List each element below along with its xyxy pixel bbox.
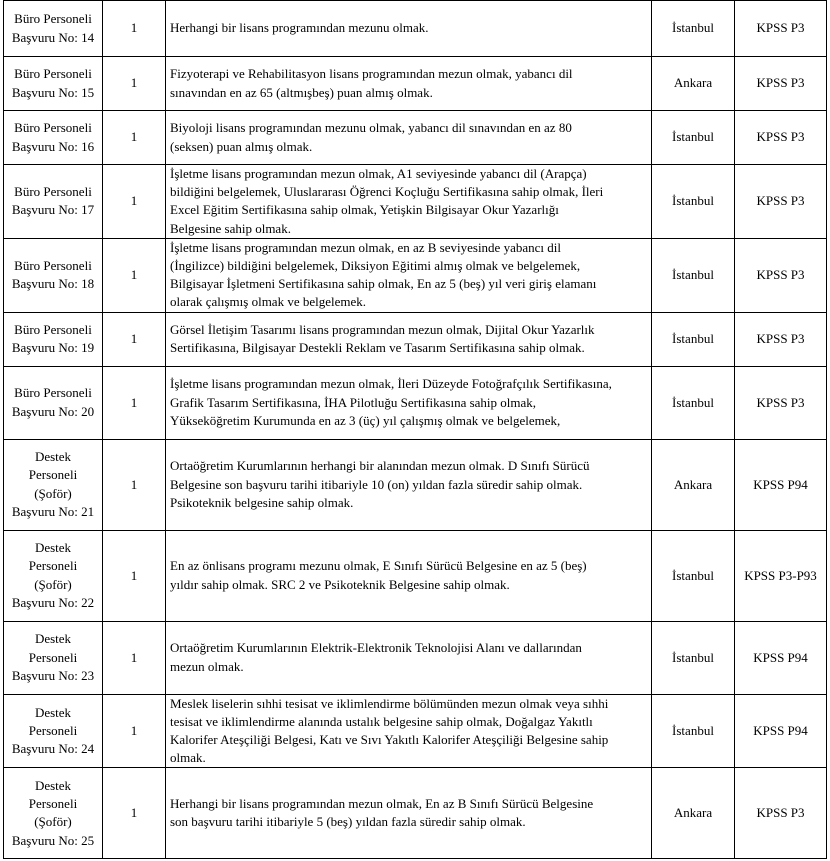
position-cell: Büro Personeli Başvuru No: 14 [4, 1, 103, 57]
table-row [4, 312, 827, 366]
city-cell: İstanbul [652, 530, 735, 621]
exam-cell: KPSS P94 [735, 694, 827, 768]
count-cell: 1 [103, 694, 166, 768]
count-cell: 1 [103, 111, 166, 165]
position-cell: Büro Personeli Başvuru No: 19 [4, 312, 103, 366]
table-row [4, 768, 827, 859]
requirements-cell: Biyoloji lisans programından mezunu olmak, yabancı dil sınavından en az 80 (seksen) puan almış olmak. [166, 111, 652, 165]
exam-cell: KPSS P3 [735, 238, 827, 312]
count-cell: 1 [103, 57, 166, 111]
position-cell: Büro Personeli Başvuru No: 17 [4, 165, 103, 239]
count-cell: 1 [103, 238, 166, 312]
position-cell: Destek Personeli Başvuru No: 23 [4, 621, 103, 694]
exam-cell: KPSS P3 [735, 768, 827, 859]
count-cell: 1 [103, 165, 166, 239]
requirements-cell: Meslek liselerin sıhhi tesisat ve iklimlendirme bölümünden mezun olmak veya sıhhi tesisat ve iklimlendirme alanında ustalık belgesine sahip olmak, Doğalgaz Yakıtlı Kalorifer Ateşçiliği Belgesi, Katı ve Sıvı Yakıtlı Kalorifer Ateşçiliği Belgesine sahip olmak. [166, 694, 652, 768]
city-cell: İstanbul [652, 366, 735, 439]
table-row [4, 694, 827, 768]
exam-cell: KPSS P3 [735, 165, 827, 239]
table-row [4, 1, 827, 57]
table-row [4, 238, 827, 312]
position-cell: Büro Personeli Başvuru No: 20 [4, 366, 103, 439]
requirements-cell: Ortaöğretim Kurumlarının herhangi bir alanından mezun olmak. D Sınıfı Sürücü Belgesine son başvuru tarihi itibariyle 10 (on) yıldan fazla süredir sahip olmak. Psikoteknik belgesine sahip olmak. [166, 439, 652, 530]
table-row [4, 366, 827, 439]
count-cell: 1 [103, 621, 166, 694]
requirements-cell: Ortaöğretim Kurumlarının Elektrik-Elektronik Teknolojisi Alanı ve dallarından mezun olmak. [166, 621, 652, 694]
exam-cell: KPSS P94 [735, 439, 827, 530]
city-cell: İstanbul [652, 312, 735, 366]
city-cell: Ankara [652, 768, 735, 859]
exam-cell: KPSS P3 [735, 111, 827, 165]
count-cell: 1 [103, 1, 166, 57]
city-cell: Ankara [652, 439, 735, 530]
city-cell: İstanbul [652, 238, 735, 312]
position-cell: Destek Personeli Başvuru No: 24 [4, 694, 103, 768]
count-cell: 1 [103, 530, 166, 621]
table-row [4, 621, 827, 694]
requirements-cell: Herhangi bir lisans programından mezun olmak, En az B Sınıfı Sürücü Belgesine son başvuru tarihi itibariyle 5 (beş) yıldan fazla süredir sahip olmak. [166, 768, 652, 859]
requirements-cell: En az önlisans programı mezunu olmak, E Sınıfı Sürücü Belgesine en az 5 (beş) yıldır sahip olmak. SRC 2 ve Psikoteknik Belgesine sahip olmak. [166, 530, 652, 621]
exam-cell: KPSS P94 [735, 621, 827, 694]
position-cell: Destek Personeli (Şoför) Başvuru No: 22 [4, 530, 103, 621]
table-row [4, 439, 827, 530]
position-cell: Destek Personeli (Şoför) Başvuru No: 21 [4, 439, 103, 530]
table-row [4, 165, 827, 239]
requirements-cell: İşletme lisans programından mezun olmak, en az B seviyesinde yabancı dil (İngilizce) bildiğini belgelemek, Diksiyon Eğitimi almış olmak ve belgelemek, Bilgisayar İşletmeni Sertifikasına sahip olmak, En az 5 (beş) yıl veri giriş elamanı olarak çalışmış olmak ve belgelemek. [166, 238, 652, 312]
requirements-cell: İşletme lisans programından mezun olmak, İleri Düzeyde Fotoğrafçılık Sertifikasına, Grafik Tasarım Sertifikasına, İHA Pilotluğu Sertifikasına sahip olmak, Yükseköğretim Kurumunda en az 3 (üç) yıl çalışmış olmak ve belgelemek, [166, 366, 652, 439]
city-cell: Ankara [652, 57, 735, 111]
exam-cell: KPSS P3 [735, 1, 827, 57]
positions-table [3, 0, 827, 859]
requirements-cell: Görsel İletişim Tasarımı lisans programından mezun olmak, Dijital Okur Yazarlık Sertifikasına, Bilgisayar Destekli Reklam ve Tasarım Sertifikasına sahip olmak. [166, 312, 652, 366]
city-cell: İstanbul [652, 621, 735, 694]
exam-cell: KPSS P3 [735, 312, 827, 366]
exam-cell: KPSS P3 [735, 366, 827, 439]
position-cell: Büro Personeli Başvuru No: 18 [4, 238, 103, 312]
requirements-cell: Herhangi bir lisans programından mezunu olmak. [166, 1, 652, 57]
count-cell: 1 [103, 366, 166, 439]
position-cell: Büro Personeli Başvuru No: 16 [4, 111, 103, 165]
count-cell: 1 [103, 312, 166, 366]
table-row [4, 111, 827, 165]
table-row [4, 530, 827, 621]
requirements-cell: İşletme lisans programından mezun olmak, A1 seviyesinde yabancı dil (Arapça) bildiğini belgelemek, Uluslararası Öğrenci Koçluğu Sertifikasına sahip olmak, İleri Excel Eğitim Sertifikasına sahip olmak, Yetişkin Bilgisayar Okur Yazarlığı Belgesine sahip olmak. [166, 165, 652, 239]
position-cell: Büro Personeli Başvuru No: 15 [4, 57, 103, 111]
table-row [4, 57, 827, 111]
count-cell: 1 [103, 768, 166, 859]
city-cell: İstanbul [652, 694, 735, 768]
exam-cell: KPSS P3-P93 [735, 530, 827, 621]
count-cell: 1 [103, 439, 166, 530]
city-cell: İstanbul [652, 1, 735, 57]
city-cell: İstanbul [652, 111, 735, 165]
city-cell: İstanbul [652, 165, 735, 239]
exam-cell: KPSS P3 [735, 57, 827, 111]
position-cell: Destek Personeli (Şoför) Başvuru No: 25 [4, 768, 103, 859]
requirements-cell: Fizyoterapi ve Rehabilitasyon lisans programından mezun olmak, yabancı dil sınavından en az 65 (altmışbeş) puan almış olmak. [166, 57, 652, 111]
